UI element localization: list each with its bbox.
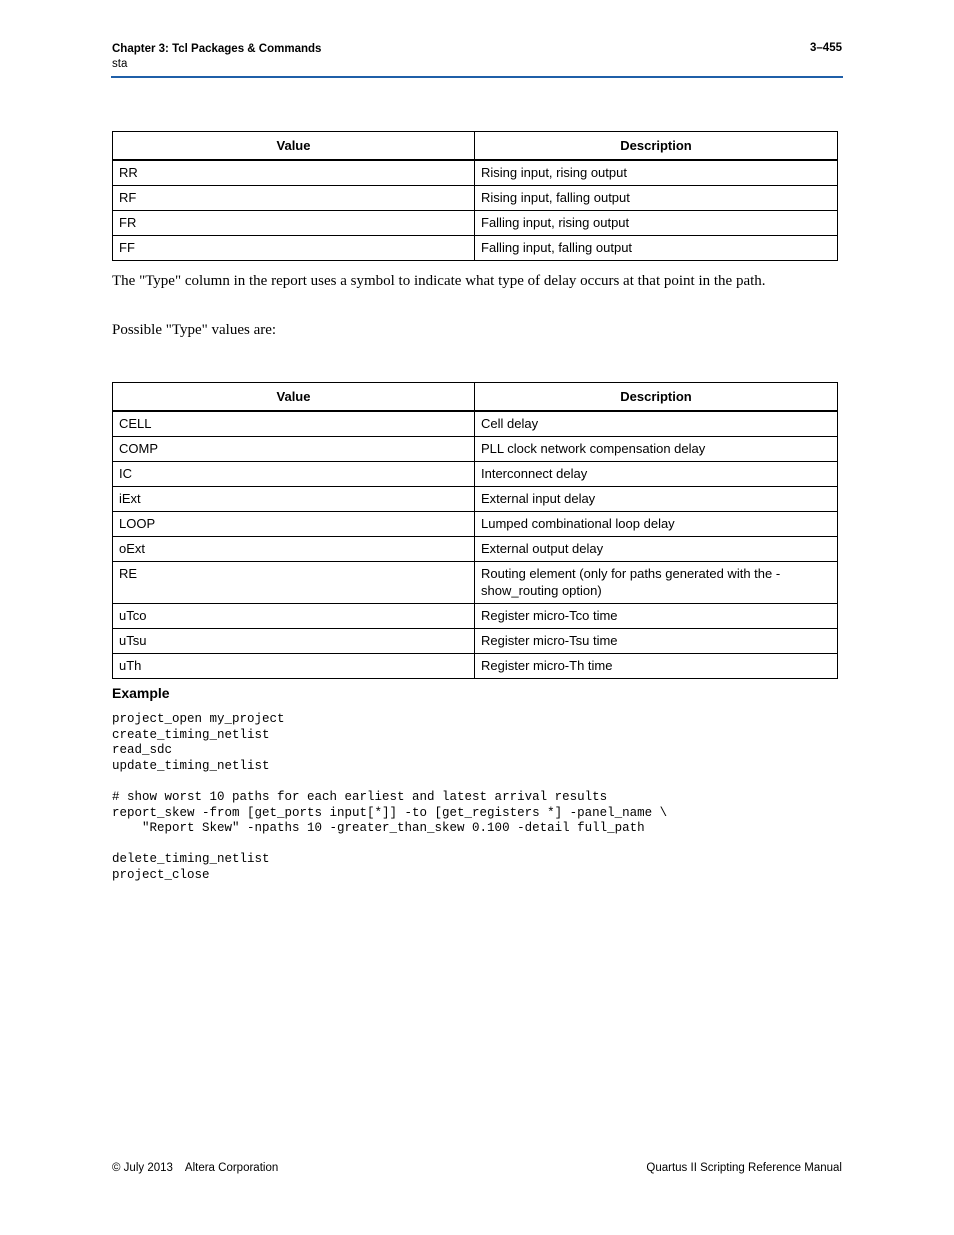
value-cell: COMP [113, 437, 475, 462]
type-value-table [112, 382, 838, 679]
value-cell: RR [113, 160, 475, 186]
type-column-paragraph: The "Type" column in the report uses a symbol to indicate what type of delay occurs at that point in the path. [112, 273, 766, 289]
description-cell: Cell delay [475, 411, 838, 437]
value-cell: uTh [113, 654, 475, 679]
description-cell: Falling input, rising output [475, 211, 838, 236]
transition-value-table [112, 131, 838, 261]
manual-title: Quartus II Scripting Reference Manual [646, 1162, 842, 1174]
section-name: sta [112, 58, 128, 70]
header-divider [111, 76, 843, 78]
table-row [113, 562, 838, 604]
table-row [113, 160, 838, 186]
column-header-description: Description [475, 383, 838, 412]
description-cell: Register micro-Tsu time [475, 629, 838, 654]
table-row [113, 604, 838, 629]
column-header-description: Description [475, 132, 838, 161]
table-row [113, 236, 838, 261]
value-cell: FR [113, 211, 475, 236]
running-header [112, 42, 321, 72]
page-number: 3–455 [810, 42, 842, 54]
table-row [113, 654, 838, 679]
example-heading: Example [112, 685, 170, 701]
description-cell: External input delay [475, 487, 838, 512]
value-cell: LOOP [113, 512, 475, 537]
description-cell: Lumped combinational loop delay [475, 512, 838, 537]
table-row [113, 487, 838, 512]
description-cell: External output delay [475, 537, 838, 562]
column-header-value: Value [113, 132, 475, 161]
chapter-title: Chapter 3: Tcl Packages & Commands [112, 43, 322, 55]
copyright-date: © July 2013 [112, 1162, 173, 1174]
description-cell: Falling input, falling output [475, 236, 838, 261]
description-cell: Rising input, rising output [475, 160, 838, 186]
description-cell: Interconnect delay [475, 462, 838, 487]
table-row [113, 211, 838, 236]
column-header-value: Value [113, 383, 475, 412]
value-cell: RF [113, 186, 475, 211]
possible-values-paragraph: Possible "Type" values are: [112, 322, 277, 338]
value-cell: oExt [113, 537, 475, 562]
description-cell: Rising input, falling output [475, 186, 838, 211]
value-cell: uTco [113, 604, 475, 629]
table-row [113, 462, 838, 487]
table-row [113, 512, 838, 537]
value-cell: CELL [113, 411, 475, 437]
table-header-row [113, 132, 838, 161]
company-name: Altera Corporation [184, 1162, 279, 1174]
value-cell: uTsu [113, 629, 475, 654]
table-row [113, 537, 838, 562]
description-cell: Register micro-Tco time [475, 604, 838, 629]
table-row [113, 437, 838, 462]
table-row [113, 411, 838, 437]
description-cell: Routing element (only for paths generated with the -show_routing option) [475, 562, 838, 604]
description-cell: PLL clock network compensation delay [475, 437, 838, 462]
value-cell: RE [113, 562, 475, 604]
table-header-row [113, 383, 838, 412]
value-cell: IC [113, 462, 475, 487]
example-code-block: project_open my_project create_timing_netlist read_sdc update_timing_netlist # show worst 10 paths for each earliest and latest arrival results report_skew -from [get_ports input[*]] -to [get_registers *] -panel_name \ "Report Skew" -npaths 10 -greater_than_skew 0.100 -detail full_path delete_timing_netlist project_close [112, 712, 668, 882]
table-row [113, 186, 838, 211]
value-cell: iExt [113, 487, 475, 512]
footer-left [112, 1162, 278, 1174]
table-row [113, 629, 838, 654]
description-cell: Register micro-Th time [475, 654, 838, 679]
value-cell: FF [113, 236, 475, 261]
